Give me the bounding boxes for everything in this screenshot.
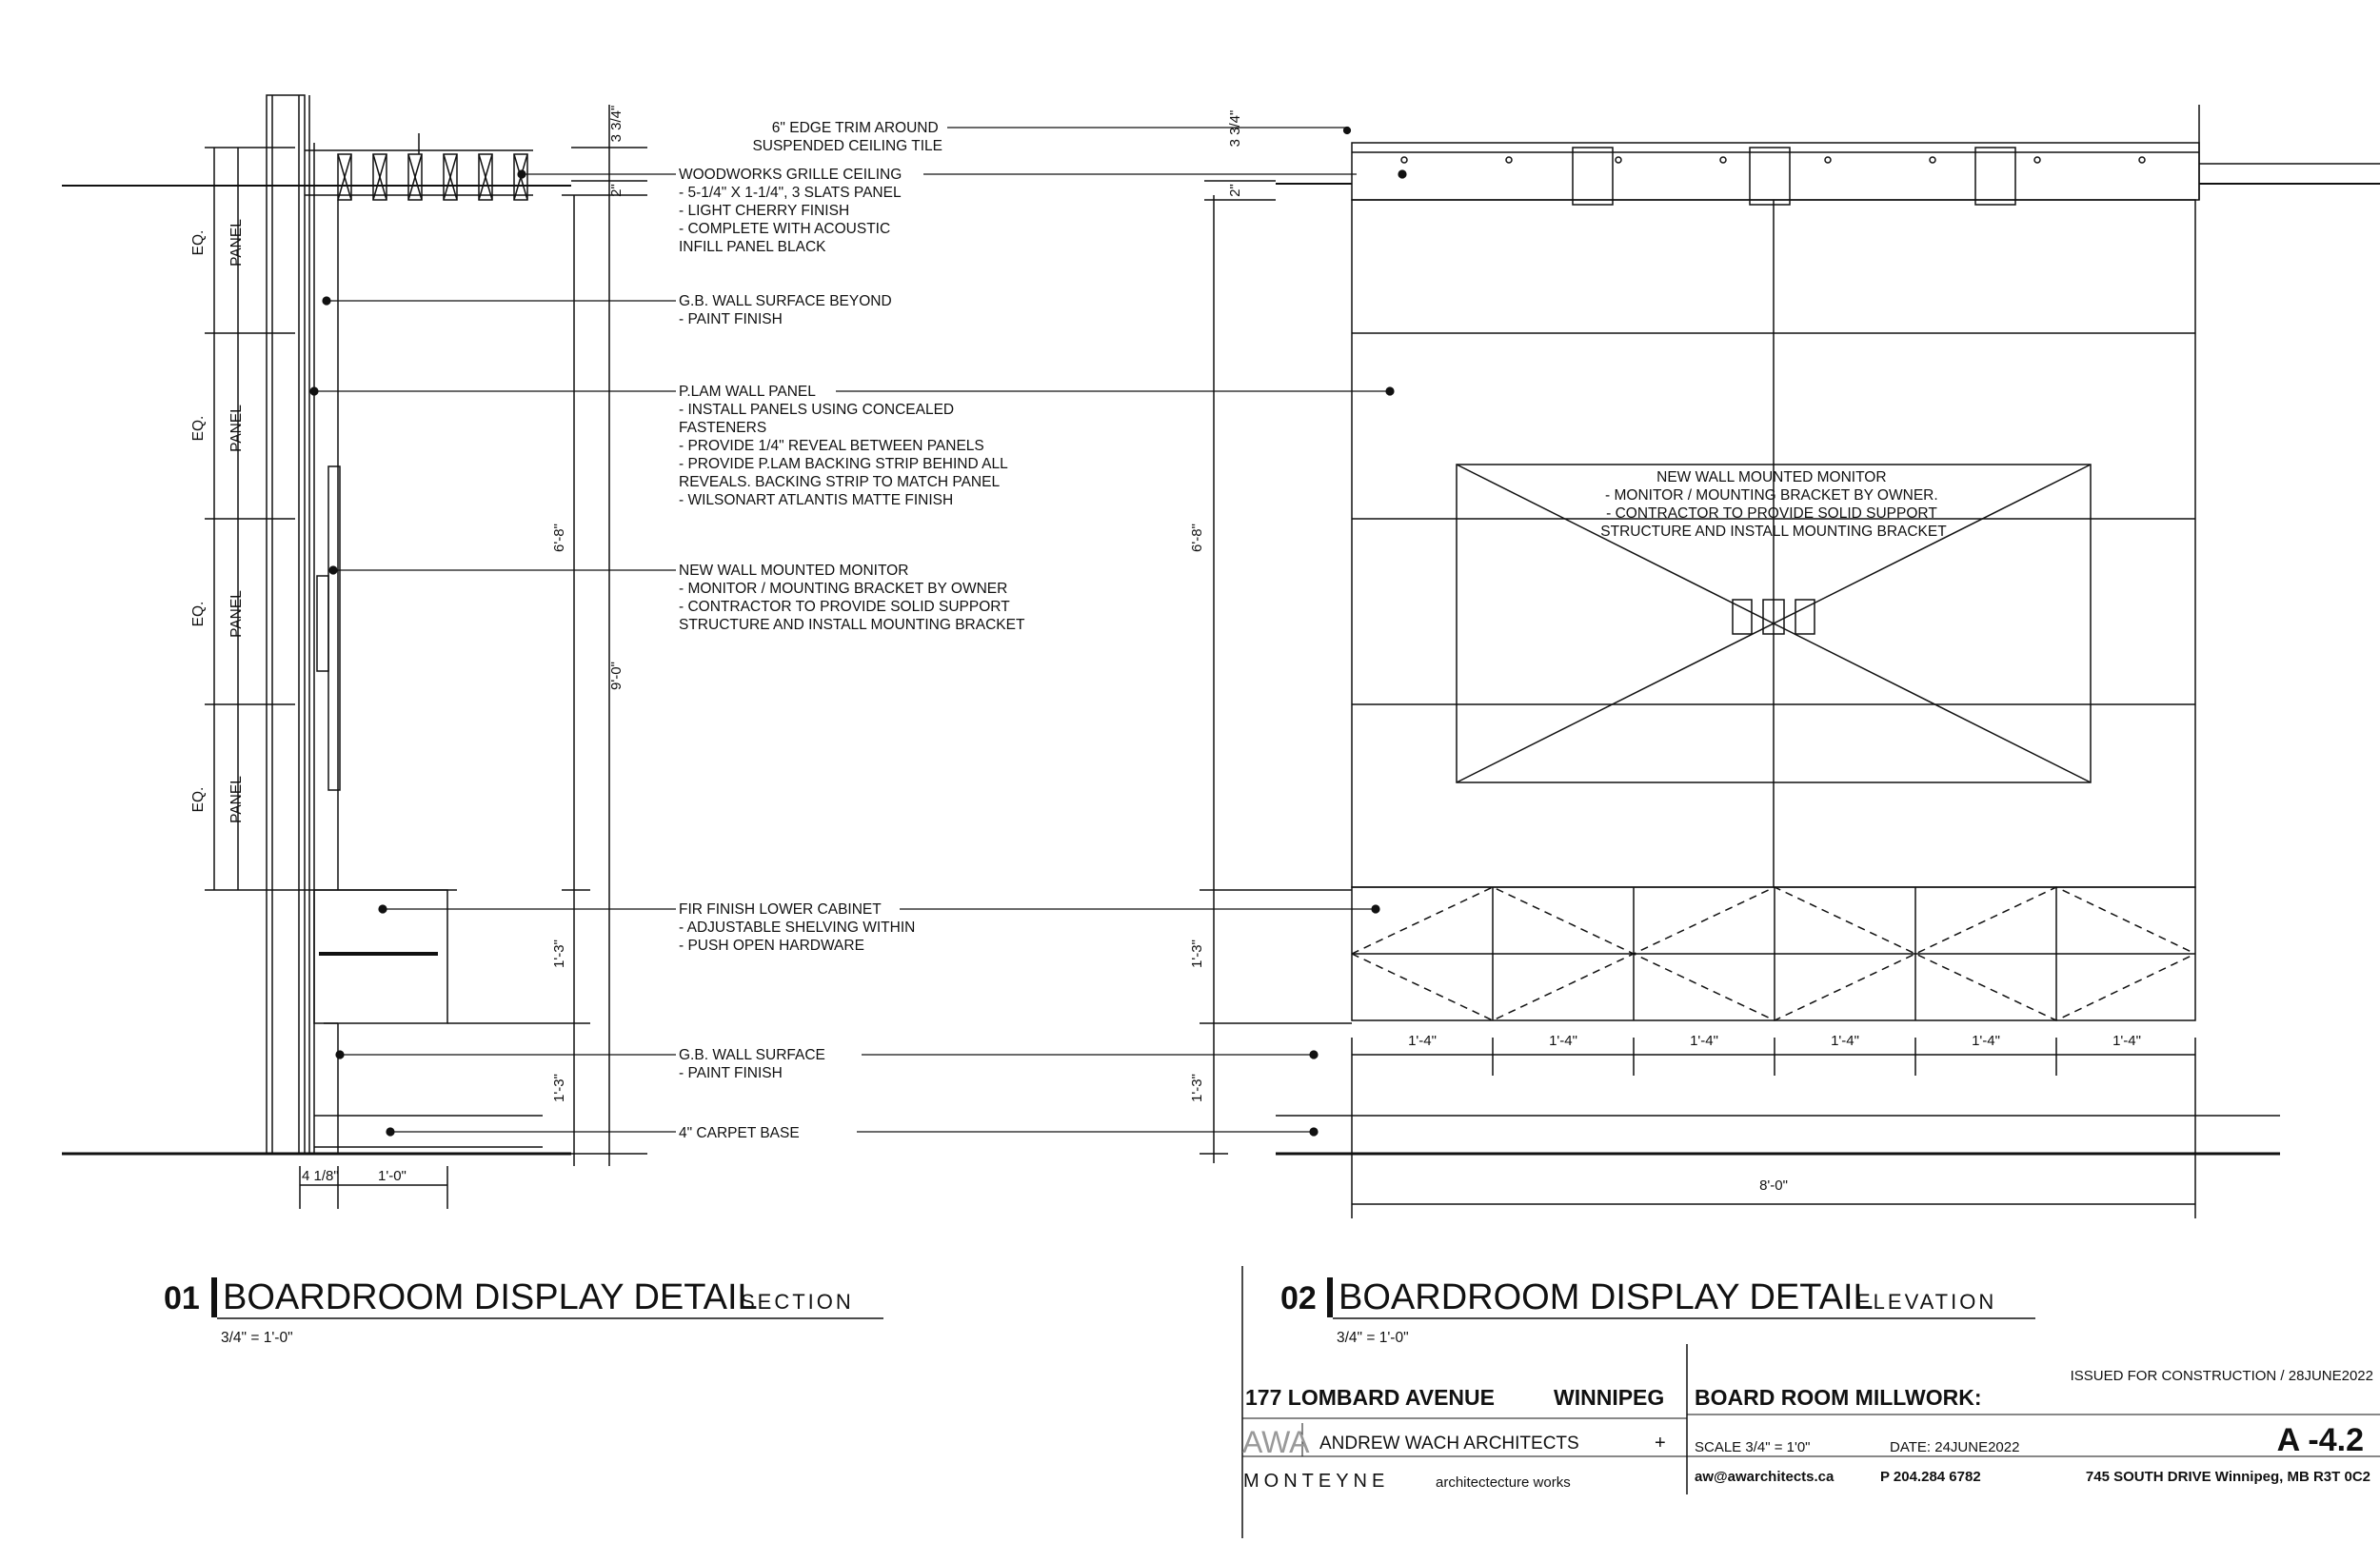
eq-label-3: EQ. — [190, 601, 207, 627]
title-01-bar — [211, 1277, 217, 1317]
elev-dim-1-4-1: 1'-4" — [1408, 1033, 1437, 1049]
tb-address: 177 LOMBARD AVENUE — [1245, 1385, 1495, 1410]
title-02-number: 02 — [1280, 1280, 1317, 1316]
dim-4-1-8: 4 1/8" — [302, 1168, 339, 1184]
note-gb-surface: G.B. WALL SURFACE - PAINT FINISH — [679, 1047, 825, 1081]
tb-scale: SCALE 3/4" = 1'0" — [1695, 1439, 1811, 1455]
title-01-main: BOARDROOM DISPLAY DETAIL — [223, 1277, 758, 1317]
note-carpet: 4" CARPET BASE — [679, 1125, 800, 1141]
tb-address2: 745 SOUTH DRIVE Winnipeg, MB R3T 0C2 — [2085, 1469, 2370, 1485]
eq-label-2: EQ. — [190, 415, 207, 442]
section-drawing — [62, 95, 647, 1209]
panel-label-3: PANEL — [228, 590, 245, 638]
tb-project: BOARD ROOM MILLWORK: — [1695, 1385, 1982, 1410]
elev-dim-6-8: 6'-8" — [1189, 524, 1205, 552]
tb-sheet-number: A -4.2 — [2276, 1422, 2364, 1458]
title-01-number: 01 — [164, 1280, 200, 1316]
title-02-main: BOARDROOM DISPLAY DETAIL — [1339, 1277, 1874, 1317]
grille-slats — [338, 133, 527, 200]
section-notes — [679, 120, 1025, 1141]
dim-1-3-a: 1'-3" — [551, 940, 567, 968]
tb-city: WINNIPEG — [1554, 1385, 1665, 1410]
elev-dim-2: 2" — [1227, 184, 1243, 197]
panel-label-2: PANEL — [228, 405, 245, 452]
title-02-sub: ELEVATION — [1856, 1290, 1997, 1314]
tb-email: aw@awarchitects.ca — [1695, 1469, 1835, 1485]
elevation-dims — [1189, 110, 2141, 1194]
elev-dim-1-4-5: 1'-4" — [1972, 1033, 2000, 1049]
tb-issued: ISSUED FOR CONSTRUCTION / 28JUNE2022 — [2070, 1368, 2373, 1384]
dim-1-0: 1'-0" — [378, 1168, 407, 1184]
section-dims — [302, 106, 625, 1184]
eq-label-1: EQ. — [190, 229, 207, 256]
elev-dim-1-4-6: 1'-4" — [2112, 1033, 2141, 1049]
dim-6-8: 6'-8" — [551, 524, 567, 552]
monitor-elevation-note: NEW WALL MOUNTED MONITOR - MONITOR / MOUNTING BRACKET BY OWNER. - CONTRACTOR TO PROVIDE SOLID SUPPORT STRUCTURE AND INSTALL MOUNTING BRACKET — [1600, 469, 1947, 540]
note-gb-beyond: G.B. WALL SURFACE BEYOND - PAINT FINISH — [679, 293, 892, 327]
eq-label-4: EQ. — [190, 786, 207, 813]
elev-dim-8-0: 8'-0" — [1759, 1177, 1788, 1194]
title-02-scale: 3/4" = 1'-0" — [1337, 1330, 1409, 1346]
elev-dim-1-4-4: 1'-4" — [1831, 1033, 1859, 1049]
elev-dim-1-3-b: 1'-3" — [1189, 1074, 1205, 1102]
elev-dim-1-4-3: 1'-4" — [1690, 1033, 1718, 1049]
dim-3-3-4: 3 3/4" — [608, 105, 625, 143]
dim-2: 2" — [608, 184, 625, 197]
tb-plus: + — [1655, 1433, 1666, 1454]
elev-dim-1-3-a: 1'-3" — [1189, 940, 1205, 968]
title-01-scale: 3/4" = 1'-0" — [221, 1330, 293, 1346]
elevation-drawing — [1200, 105, 2380, 1218]
note-grille: WOODWORKS GRILLE CEILING - 5-1/4" X 1-1/4", 3 SLATS PANEL - LIGHT CHERRY FINISH - COMPLETE WITH ACOUSTIC INFILL PANEL BLACK — [679, 167, 902, 255]
panel-label-4: PANEL — [228, 776, 245, 823]
tb-firm: ANDREW WACH ARCHITECTS — [1319, 1434, 1579, 1454]
note-edge-trim: 6" EDGE TRIM AROUND SUSPENDED CEILING TILE — [752, 120, 942, 154]
eq-panel-labels — [190, 219, 245, 823]
panel-label-1: PANEL — [228, 219, 245, 267]
tb-partner-sub: architectecture works — [1436, 1474, 1571, 1491]
dim-9-0: 9'-0" — [608, 662, 625, 690]
note-cabinet: FIR FINISH LOWER CABINET - ADJUSTABLE SHELVING WITHIN - PUSH OPEN HARDWARE — [679, 901, 916, 954]
elev-dim-1-4-2: 1'-4" — [1549, 1033, 1577, 1049]
ceiling-trim — [1352, 143, 2199, 200]
tb-partner: MONTEYNE — [1243, 1471, 1390, 1492]
elev-dim-3-3-4: 3 3/4" — [1227, 109, 1243, 148]
tb-firm-logo: AWA — [1242, 1425, 1310, 1459]
note-plam: P.LAM WALL PANEL - INSTALL PANELS USING CONCEALED FASTENERS - PROVIDE 1/4" REVEAL BETWEEN PANELS - PROVIDE P.LAM BACKING STRIP BEHIND ALL REVEALS. BACKING STRIP TO MATCH PANEL - WILSONART ATLANTIS MATTE FINISH — [679, 384, 1008, 508]
title-01-sub: SECTION — [741, 1290, 854, 1314]
title-02 — [1280, 1277, 2035, 1346]
title-02-bar — [1327, 1277, 1333, 1317]
tb-phone: P 204.284 6782 — [1880, 1469, 1981, 1485]
dim-1-3-b: 1'-3" — [551, 1074, 567, 1102]
title-01 — [164, 1277, 883, 1346]
tb-date: DATE: 24JUNE2022 — [1890, 1439, 2020, 1455]
note-monitor: NEW WALL MOUNTED MONITOR - MONITOR / MOUNTING BRACKET BY OWNER - CONTRACTOR TO PROVIDE SOLID SUPPORT STRUCTURE AND INSTALL MOUNTING BRACKET — [679, 563, 1025, 633]
